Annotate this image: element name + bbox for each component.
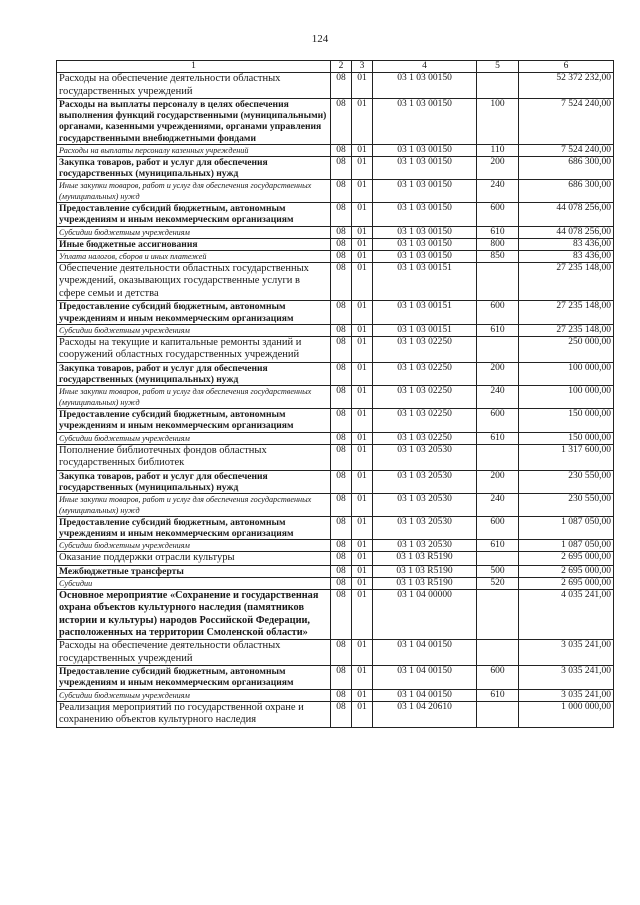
section-code: 08 [331, 689, 352, 701]
expense-type-code: 100 [477, 99, 519, 145]
expense-type-code [477, 590, 519, 640]
section-code: 08 [331, 301, 352, 324]
expense-name: Субсидии бюджетным учреждениям [57, 324, 331, 336]
table-row [57, 324, 614, 336]
section-code: 08 [331, 144, 352, 156]
amount: 27 235 148,00 [519, 262, 614, 301]
target-article-code: 03 1 03 00150 [373, 156, 477, 179]
table-row [57, 238, 614, 250]
section-code: 08 [331, 409, 352, 432]
section-code: 08 [331, 362, 352, 385]
table-row [57, 578, 614, 590]
subsection-code: 01 [352, 203, 373, 226]
expense-name: Оказание поддержки отрасли культуры [57, 552, 331, 566]
expense-name: Предоставление субсидий бюджетным, автономным учреждениям и иным некоммерческим организациям [57, 203, 331, 226]
table-row [57, 590, 614, 640]
expense-type-code [477, 701, 519, 727]
target-article-code: 03 1 03 02250 [373, 336, 477, 362]
expense-name: Закупка товаров, работ и услуг для обеспечения государственных (муниципальных) нужд [57, 470, 331, 493]
subsection-code: 01 [352, 444, 373, 470]
section-code: 08 [331, 203, 352, 226]
table-row [57, 156, 614, 179]
expense-name: Субсидии [57, 578, 331, 590]
table-row [57, 689, 614, 701]
expense-type-code: 600 [477, 516, 519, 539]
amount: 150 000,00 [519, 409, 614, 432]
budget-table [56, 60, 614, 728]
target-article-code: 03 1 04 00000 [373, 590, 477, 640]
subsection-code: 01 [352, 689, 373, 701]
section-code: 08 [331, 250, 352, 262]
expense-type-code: 610 [477, 689, 519, 701]
subsection-code: 01 [352, 666, 373, 689]
amount: 3 035 241,00 [519, 666, 614, 689]
subsection-code: 01 [352, 552, 373, 566]
target-article-code: 03 1 04 00150 [373, 666, 477, 689]
subsection-code: 01 [352, 409, 373, 432]
subsection-code: 01 [352, 493, 373, 516]
expense-name: Иные закупки товаров, работ и услуг для обеспечения государственных (муниципальных) нужд [57, 386, 331, 409]
amount: 7 524 240,00 [519, 99, 614, 145]
amount: 1 087 050,00 [519, 540, 614, 552]
target-article-code: 03 1 03 00150 [373, 180, 477, 203]
subsection-code: 01 [352, 324, 373, 336]
expense-name: Закупка товаров, работ и услуг для обеспечения государственных (муниципальных) нужд [57, 362, 331, 385]
target-article-code: 03 1 03 20530 [373, 493, 477, 516]
section-code: 08 [331, 470, 352, 493]
amount: 2 695 000,00 [519, 578, 614, 590]
expense-type-code: 520 [477, 578, 519, 590]
amount: 1 000 000,00 [519, 701, 614, 727]
target-article-code: 03 1 03 00151 [373, 262, 477, 301]
column-number: 4 [373, 61, 477, 73]
target-article-code: 03 1 03 02250 [373, 432, 477, 444]
table-row [57, 203, 614, 226]
amount: 230 550,00 [519, 470, 614, 493]
expense-type-code: 600 [477, 666, 519, 689]
amount: 3 035 241,00 [519, 689, 614, 701]
expense-name: Предоставление субсидий бюджетным, автономным учреждениям и иным некоммерческим организациям [57, 516, 331, 539]
section-code: 08 [331, 590, 352, 640]
amount: 100 000,00 [519, 386, 614, 409]
column-number: 1 [57, 61, 331, 73]
expense-name: Реализация мероприятий по государственной охране и сохранению объектов культурного наследия [57, 701, 331, 727]
target-article-code: 03 1 03 20530 [373, 540, 477, 552]
amount: 250 000,00 [519, 336, 614, 362]
amount: 100 000,00 [519, 362, 614, 385]
expense-type-code: 610 [477, 540, 519, 552]
table-row [57, 262, 614, 301]
expense-type-code [477, 73, 519, 99]
expense-name: Расходы на выплаты персоналу казенных учреждений [57, 144, 331, 156]
amount: 2 695 000,00 [519, 552, 614, 566]
table-row [57, 409, 614, 432]
target-article-code: 03 1 04 00150 [373, 689, 477, 701]
subsection-code: 01 [352, 640, 373, 666]
expense-name: Расходы на обеспечение деятельности областных государственных учреждений [57, 640, 331, 666]
subsection-code: 01 [352, 180, 373, 203]
expense-name: Субсидии бюджетным учреждениям [57, 432, 331, 444]
subsection-code: 01 [352, 386, 373, 409]
target-article-code: 03 1 04 00150 [373, 640, 477, 666]
expense-type-code: 200 [477, 362, 519, 385]
expense-type-code: 200 [477, 470, 519, 493]
amount: 1 087 050,00 [519, 516, 614, 539]
amount: 83 436,00 [519, 238, 614, 250]
expense-type-code [477, 336, 519, 362]
section-code: 08 [331, 666, 352, 689]
target-article-code: 03 1 03 00150 [373, 226, 477, 238]
column-number: 6 [519, 61, 614, 73]
subsection-code: 01 [352, 578, 373, 590]
amount: 27 235 148,00 [519, 324, 614, 336]
amount: 2 695 000,00 [519, 565, 614, 577]
amount: 44 078 256,00 [519, 203, 614, 226]
amount: 230 550,00 [519, 493, 614, 516]
expense-type-code [477, 444, 519, 470]
expense-name: Предоставление субсидий бюджетным, автономным учреждениям и иным некоммерческим организациям [57, 301, 331, 324]
expense-name: Иные бюджетные ассигнования [57, 238, 331, 250]
subsection-code: 01 [352, 144, 373, 156]
expense-name: Субсидии бюджетным учреждениям [57, 689, 331, 701]
expense-type-code: 600 [477, 301, 519, 324]
column-number: 3 [352, 61, 373, 73]
section-code: 08 [331, 444, 352, 470]
subsection-code: 01 [352, 226, 373, 238]
column-number: 5 [477, 61, 519, 73]
section-code: 08 [331, 552, 352, 566]
section-code: 08 [331, 238, 352, 250]
subsection-code: 01 [352, 73, 373, 99]
table-row [57, 226, 614, 238]
expense-name: Иные закупки товаров, работ и услуг для обеспечения государственных (муниципальных) нужд [57, 493, 331, 516]
expense-name: Расходы на обеспечение деятельности областных государственных учреждений [57, 73, 331, 99]
table-row [57, 540, 614, 552]
expense-name: Субсидии бюджетным учреждениям [57, 226, 331, 238]
table-row [57, 180, 614, 203]
amount: 686 300,00 [519, 156, 614, 179]
amount: 3 035 241,00 [519, 640, 614, 666]
expense-type-code: 850 [477, 250, 519, 262]
expense-type-code [477, 552, 519, 566]
amount: 83 436,00 [519, 250, 614, 262]
expense-type-code: 240 [477, 180, 519, 203]
expense-name: Расходы на текущие и капитальные ремонты зданий и сооружений областных государственных учреждений [57, 336, 331, 362]
section-code: 08 [331, 262, 352, 301]
table-row [57, 640, 614, 666]
expense-type-code: 600 [477, 203, 519, 226]
table-row [57, 432, 614, 444]
table-row [57, 701, 614, 727]
subsection-code: 01 [352, 701, 373, 727]
target-article-code: 03 1 03 20530 [373, 470, 477, 493]
expense-name: Предоставление субсидий бюджетным, автономным учреждениям и иным некоммерческим организациям [57, 666, 331, 689]
subsection-code: 01 [352, 250, 373, 262]
table-row [57, 565, 614, 577]
expense-type-code: 610 [477, 324, 519, 336]
target-article-code: 03 1 03 00150 [373, 99, 477, 145]
section-code: 08 [331, 324, 352, 336]
subsection-code: 01 [352, 156, 373, 179]
table-row [57, 73, 614, 99]
target-article-code: 03 1 03 R5190 [373, 565, 477, 577]
expense-name: Основное мероприятие «Сохранение и государственная охрана объектов культурного наследия (памятников истории и культуры) народов Российской Федерации, расположенных на территории Смоленской области» [57, 590, 331, 640]
target-article-code: 03 1 03 00150 [373, 73, 477, 99]
target-article-code: 03 1 03 00151 [373, 324, 477, 336]
section-code: 08 [331, 578, 352, 590]
target-article-code: 03 1 03 00151 [373, 301, 477, 324]
expense-type-code: 200 [477, 156, 519, 179]
subsection-code: 01 [352, 301, 373, 324]
expense-name: Закупка товаров, работ и услуг для обеспечения государственных (муниципальных) нужд [57, 156, 331, 179]
expense-type-code [477, 640, 519, 666]
target-article-code: 03 1 03 02250 [373, 362, 477, 385]
subsection-code: 01 [352, 516, 373, 539]
expense-type-code: 600 [477, 409, 519, 432]
subsection-code: 01 [352, 336, 373, 362]
expense-type-code: 610 [477, 432, 519, 444]
expense-type-code: 110 [477, 144, 519, 156]
expense-type-code: 240 [477, 386, 519, 409]
amount: 7 524 240,00 [519, 144, 614, 156]
subsection-code: 01 [352, 262, 373, 301]
table-row [57, 470, 614, 493]
expense-type-code: 610 [477, 226, 519, 238]
expense-type-code: 240 [477, 493, 519, 516]
target-article-code: 03 1 03 R5190 [373, 578, 477, 590]
expense-name: Расходы на выплаты персоналу в целях обеспечения выполнения функций государственными (муниципальными) органами, казенными учреждениями, органами управления государственными внебюджетными фондами [57, 99, 331, 145]
table-row [57, 362, 614, 385]
table-row [57, 516, 614, 539]
target-article-code: 03 1 03 02250 [373, 409, 477, 432]
table-row [57, 386, 614, 409]
subsection-code: 01 [352, 362, 373, 385]
column-number: 2 [331, 61, 352, 73]
section-code: 08 [331, 493, 352, 516]
target-article-code: 03 1 03 00150 [373, 250, 477, 262]
table-row [57, 99, 614, 145]
table-row [57, 444, 614, 470]
column-number-row [57, 61, 614, 73]
expense-name: Предоставление субсидий бюджетным, автономным учреждениям и иным некоммерческим организациям [57, 409, 331, 432]
amount: 1 317 600,00 [519, 444, 614, 470]
subsection-code: 01 [352, 238, 373, 250]
amount: 52 372 232,00 [519, 73, 614, 99]
table-row [57, 301, 614, 324]
budget-table-body [57, 73, 614, 728]
section-code: 08 [331, 99, 352, 145]
section-code: 08 [331, 540, 352, 552]
amount: 44 078 256,00 [519, 226, 614, 238]
subsection-code: 01 [352, 590, 373, 640]
expense-name: Уплата налогов, сборов и иных платежей [57, 250, 331, 262]
amount: 150 000,00 [519, 432, 614, 444]
section-code: 08 [331, 180, 352, 203]
table-row [57, 336, 614, 362]
expense-type-code: 500 [477, 565, 519, 577]
table-row [57, 250, 614, 262]
expense-type-code [477, 262, 519, 301]
section-code: 08 [331, 73, 352, 99]
target-article-code: 03 1 03 20530 [373, 444, 477, 470]
expense-name: Обеспечение деятельности областных государственных учреждений, оказывающих государственные услуги в сфере семьи и детства [57, 262, 331, 301]
target-article-code: 03 1 03 00150 [373, 144, 477, 156]
target-article-code: 03 1 03 R5190 [373, 552, 477, 566]
section-code: 08 [331, 701, 352, 727]
table-row [57, 493, 614, 516]
section-code: 08 [331, 640, 352, 666]
table-row [57, 552, 614, 566]
subsection-code: 01 [352, 99, 373, 145]
subsection-code: 01 [352, 432, 373, 444]
table-row [57, 144, 614, 156]
section-code: 08 [331, 386, 352, 409]
section-code: 08 [331, 432, 352, 444]
expense-type-code: 800 [477, 238, 519, 250]
subsection-code: 01 [352, 470, 373, 493]
subsection-code: 01 [352, 565, 373, 577]
section-code: 08 [331, 226, 352, 238]
target-article-code: 03 1 03 00150 [373, 203, 477, 226]
table-row [57, 666, 614, 689]
section-code: 08 [331, 565, 352, 577]
amount: 686 300,00 [519, 180, 614, 203]
section-code: 08 [331, 516, 352, 539]
subsection-code: 01 [352, 540, 373, 552]
section-code: 08 [331, 156, 352, 179]
section-code: 08 [331, 336, 352, 362]
expense-name: Межбюджетные трансферты [57, 565, 331, 577]
target-article-code: 03 1 04 20610 [373, 701, 477, 727]
expense-name: Субсидии бюджетным учреждениям [57, 540, 331, 552]
target-article-code: 03 1 03 02250 [373, 386, 477, 409]
expense-name: Иные закупки товаров, работ и услуг для обеспечения государственных (муниципальных) нужд [57, 180, 331, 203]
amount: 27 235 148,00 [519, 301, 614, 324]
page-number: 124 [311, 33, 329, 45]
expense-name: Пополнение библиотечных фондов областных государственных библиотек [57, 444, 331, 470]
target-article-code: 03 1 03 00150 [373, 238, 477, 250]
target-article-code: 03 1 03 20530 [373, 516, 477, 539]
amount: 4 035 241,00 [519, 590, 614, 640]
